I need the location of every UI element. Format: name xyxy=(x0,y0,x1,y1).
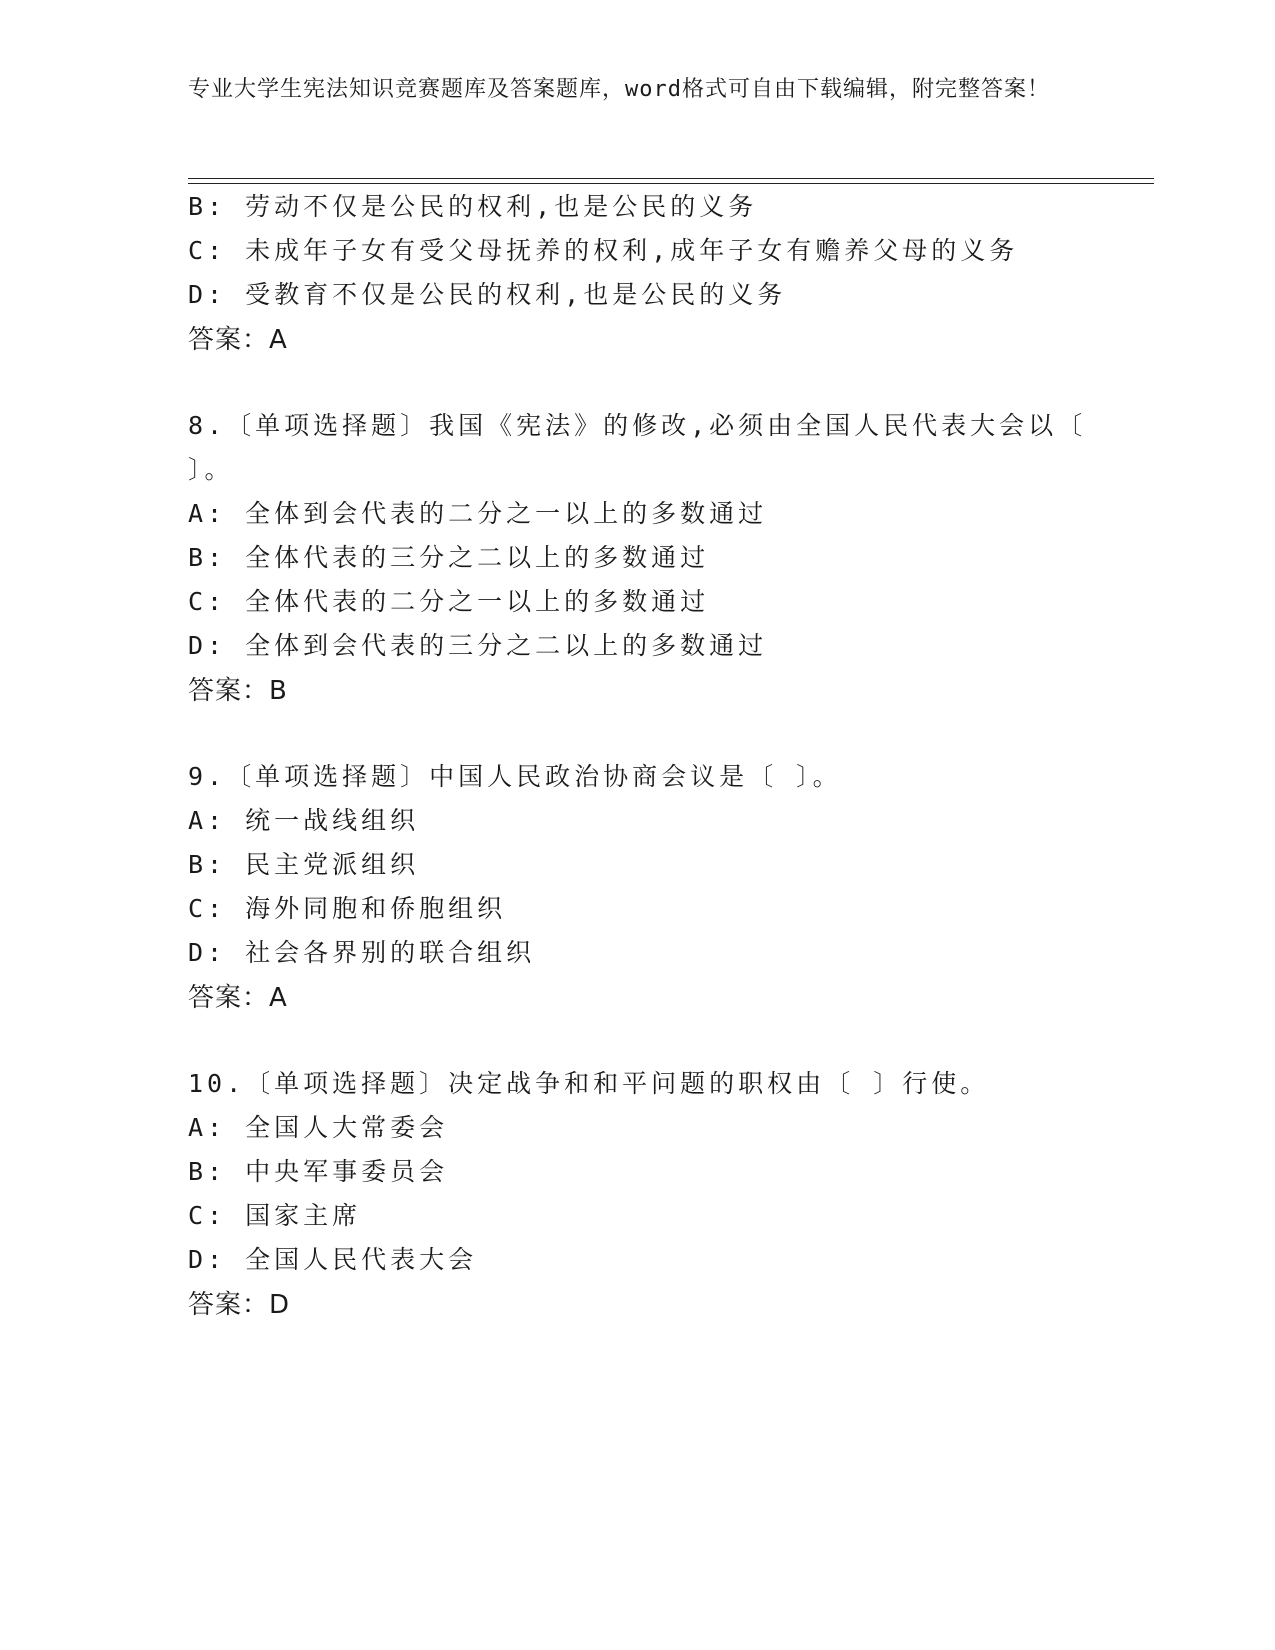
question-9-answer: 答案：A xyxy=(188,983,288,1013)
question-8-option-a: A: 全体到会代表的二分之一以上的多数通过 xyxy=(188,499,768,528)
option-b: B: 劳动不仅是公民的权利,也是公民的义务 xyxy=(188,192,758,221)
option-c: C: 未成年子女有受父母抚养的权利,成年子女有赡养父母的义务 xyxy=(188,236,1019,265)
question-8-answer: 答案：B xyxy=(188,676,288,706)
question-8-option-c: C: 全体代表的二分之一以上的多数通过 xyxy=(188,587,710,616)
question-10-option-a: A: 全国人大常委会 xyxy=(188,1113,449,1142)
question-9-option-c: C: 海外同胞和侨胞组织 xyxy=(188,894,507,923)
question-9-option-b: B: 民主党派组织 xyxy=(188,850,420,879)
question-10-option-c: C: 国家主席 xyxy=(188,1201,362,1230)
header-divider-bottom xyxy=(188,183,1154,184)
question-10-option-b: B: 中央军事委员会 xyxy=(188,1157,449,1186)
question-8-option-d: D: 全体到会代表的三分之二以上的多数通过 xyxy=(188,631,768,660)
question-10-answer: 答案：D xyxy=(188,1290,291,1320)
document-header: 专业大学生宪法知识竞赛题库及答案题库，word格式可自由下载编辑，附完整答案！ xyxy=(188,77,1050,102)
question-8-option-b: B: 全体代表的三分之二以上的多数通过 xyxy=(188,543,710,572)
header-divider-top xyxy=(188,178,1154,179)
question-8-stem-continued: 〕。 xyxy=(188,455,234,484)
option-d: D: 受教育不仅是公民的权利,也是公民的义务 xyxy=(188,280,787,309)
question-9-option-d: D: 社会各界别的联合组织 xyxy=(188,938,536,967)
answer-line: 答案：A xyxy=(188,325,288,355)
question-9-stem: 9.〔单项选择题〕中国人民政治协商会议是〔 〕。 xyxy=(188,762,842,791)
question-8-stem: 8.〔单项选择题〕我国《宪法》的修改,必须由全国人民代表大会以〔 xyxy=(188,411,1087,440)
question-10-stem: 10.〔单项选择题〕决定战争和和平问题的职权由〔 〕行使。 xyxy=(188,1069,990,1098)
question-9-option-a: A: 统一战线组织 xyxy=(188,806,420,835)
question-10-option-d: D: 全国人民代表大会 xyxy=(188,1245,478,1274)
